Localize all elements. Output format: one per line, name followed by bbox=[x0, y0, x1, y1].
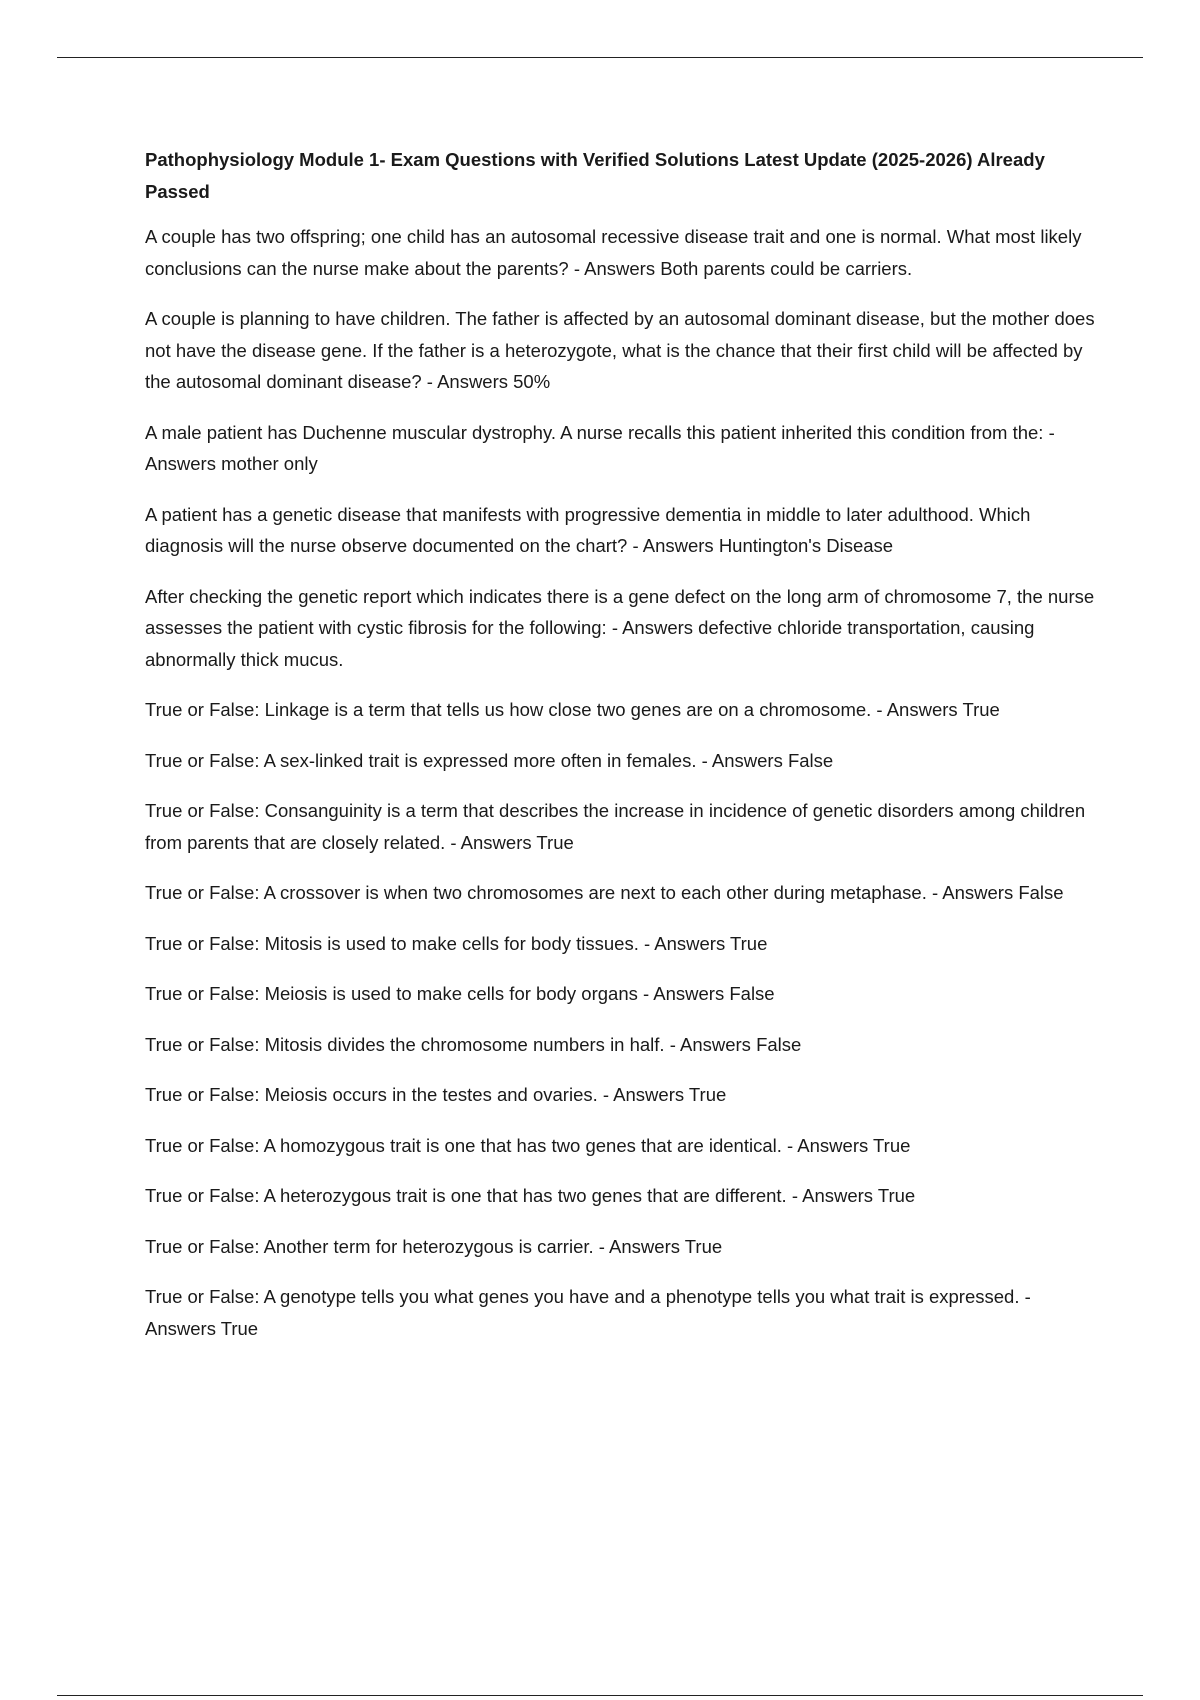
qa-item: A patient has a genetic disease that manifests with progressive dementia in middle to later adulthood. Which diagnosis will the nurse observe documented on the chart? - Answers Huntington's Disease bbox=[145, 503, 1031, 556]
qa-item: True or False: A heterozygous trait is one that has two genes that are different. - Answers True bbox=[145, 1185, 916, 1206]
header-rule bbox=[57, 57, 1143, 58]
qa-item: True or False: A homozygous trait is one that has two genes that are identical. - Answers True bbox=[145, 1134, 911, 1156]
qa-item: True or False: Meiosis is used to make cells for body organs - Answers False bbox=[145, 983, 775, 1004]
qa-item: True or False: A genotype tells you what genes you have and a phenotype tells you what trait is expressed. - Answers True bbox=[145, 1286, 1031, 1339]
qa-item: A male patient has Duchenne muscular dystrophy. A nurse recalls this patient inherited this condition from the: - Answers mother only bbox=[145, 421, 1055, 474]
qa-item: True or False: Another term for heterozygous is carrier. - Answers True bbox=[145, 1235, 723, 1257]
qa-item: True or False: Consanguinity is a term that describes the increase in incidence of genetic disorders among children from parents that are closely related. - Answers True bbox=[145, 800, 1086, 853]
document-body bbox=[145, 144, 1095, 1363]
qa-item: True or False: A sex-linked trait is expressed more often in females. - Answers False bbox=[145, 749, 834, 771]
qa-item: True or False: Meiosis occurs in the testes and ovaries. - Answers True bbox=[145, 1084, 727, 1105]
qa-item: A couple has two offspring; one child has an autosomal recessive disease trait and one is normal. What most likely conclusions can the nurse make about the parents? - Answers Both parents could be carriers. bbox=[145, 226, 1082, 279]
footer-rule bbox=[57, 1695, 1143, 1696]
qa-item: After checking the genetic report which indicates there is a gene defect on the long arm of chromosome 7, the nurse assesses the patient with cystic fibrosis for the following: - Answers defective chloride transportation, causing abnormally thick mucus. bbox=[145, 585, 1095, 670]
qa-item: True or False: Mitosis divides the chromosome numbers in half. - Answers False bbox=[145, 1033, 802, 1055]
qa-item: True or False: Mitosis is used to make cells for body tissues. - Answers True bbox=[145, 932, 768, 954]
qa-item: True or False: Linkage is a term that tells us how close two genes are on a chromosome. - Answers True bbox=[145, 699, 1000, 720]
qa-item: True or False: A crossover is when two chromosomes are next to each other during metaphase. - Answers False bbox=[145, 882, 1064, 903]
qa-item: A couple is planning to have children. The father is affected by an autosomal dominant disease, but the mother does not have the disease gene. If the father is a heterozygote, what is the chance that their first child will be affected by the autosomal dominant disease? - Answers 50% bbox=[145, 308, 1095, 392]
document-title: Pathophysiology Module 1- Exam Questions with Verified Solutions Latest Update (2025-2026) Already Passed bbox=[145, 149, 1045, 202]
